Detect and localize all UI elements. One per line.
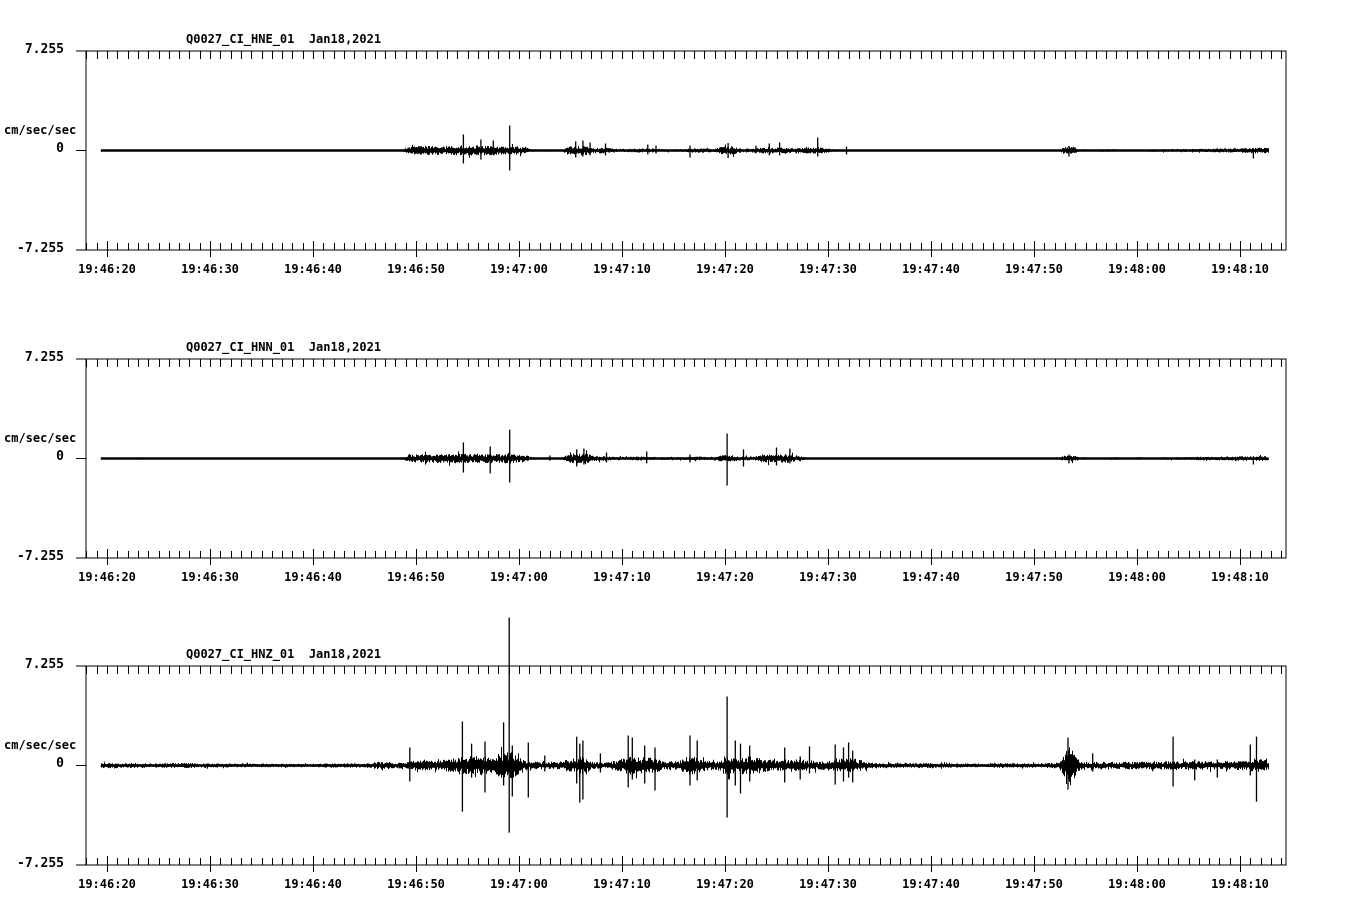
x-tick-label: 19:47:00	[490, 262, 548, 276]
x-tick-label: 19:47:20	[696, 570, 754, 584]
panel-hne-ylabel: cm/sec/sec	[4, 123, 77, 137]
x-tick-label: 19:46:20	[78, 262, 136, 276]
x-tick-label: 19:46:40	[284, 570, 342, 584]
x-tick-label: 19:47:00	[490, 877, 548, 891]
x-tick-label: 19:46:40	[284, 262, 342, 276]
panel-hne-ytick-zero: 0	[56, 141, 64, 156]
x-tick-label: 19:47:50	[1005, 262, 1063, 276]
panel-hnz-ylabel: cm/sec/sec	[4, 738, 77, 752]
x-tick-label: 19:48:10	[1211, 570, 1269, 584]
x-tick-label: 19:48:00	[1108, 570, 1166, 584]
panel-hnz-title: Q0027_CI_HNZ_01 Jan18,2021	[186, 647, 382, 661]
panel-hnn-title: Q0027_CI_HNN_01 Jan18,2021	[186, 340, 382, 354]
x-tick-label: 19:47:50	[1005, 877, 1063, 891]
panel-hne-ytick-max: 7.255	[24, 42, 64, 57]
x-tick-label: 19:46:30	[181, 262, 239, 276]
plot-stroke	[463, 126, 1253, 171]
x-tick-label: 19:47:40	[902, 570, 960, 584]
x-tick-label: 19:47:40	[902, 877, 960, 891]
x-tick-label: 19:47:10	[593, 877, 651, 891]
plot-stroke	[76, 51, 1282, 257]
panel-hnz-ytick-min: -7.255	[17, 856, 64, 871]
x-tick-label: 19:47:10	[593, 262, 651, 276]
x-tick-label: 19:47:30	[799, 262, 857, 276]
panel-hne-ytick-min: -7.255	[17, 241, 64, 256]
panel-hne-title: Q0027_CI_HNE_01 Jan18,2021	[186, 32, 382, 46]
x-tick-label: 19:47:20	[696, 262, 754, 276]
x-tick-label: 19:47:40	[902, 262, 960, 276]
x-tick-label: 19:46:50	[387, 570, 445, 584]
panel-hnn-ytick-zero: 0	[56, 449, 64, 464]
x-tick-label: 19:47:50	[1005, 570, 1063, 584]
panel-hnz-ytick-zero: 0	[56, 756, 64, 771]
x-tick-label: 19:46:20	[78, 570, 136, 584]
x-tick-label: 19:48:10	[1211, 262, 1269, 276]
x-tick-label: 19:48:10	[1211, 877, 1269, 891]
x-tick-label: 19:47:20	[696, 877, 754, 891]
x-tick-label: 19:47:30	[799, 570, 857, 584]
x-tick-label: 19:46:40	[284, 877, 342, 891]
x-tick-label: 19:46:30	[181, 877, 239, 891]
plot-stroke	[76, 359, 1282, 565]
x-tick-label: 19:47:00	[490, 570, 548, 584]
panel-hnn-ylabel: cm/sec/sec	[4, 431, 77, 445]
plot-stroke	[410, 618, 1257, 833]
plot-stroke	[76, 666, 1282, 872]
plot-stroke	[102, 747, 1269, 785]
panel-hnn-ytick-min: -7.255	[17, 549, 64, 564]
x-tick-label: 19:48:00	[1108, 262, 1166, 276]
x-tick-label: 19:46:50	[387, 877, 445, 891]
x-tick-label: 19:47:30	[799, 877, 857, 891]
x-tick-label: 19:48:00	[1108, 877, 1166, 891]
x-tick-label: 19:46:30	[181, 570, 239, 584]
x-tick-label: 19:46:20	[78, 877, 136, 891]
x-tick-label: 19:46:50	[387, 262, 445, 276]
x-tick-label: 19:47:10	[593, 570, 651, 584]
panel-hnz-ytick-max: 7.255	[24, 657, 64, 672]
panel-hnn-ytick-max: 7.255	[24, 350, 64, 365]
